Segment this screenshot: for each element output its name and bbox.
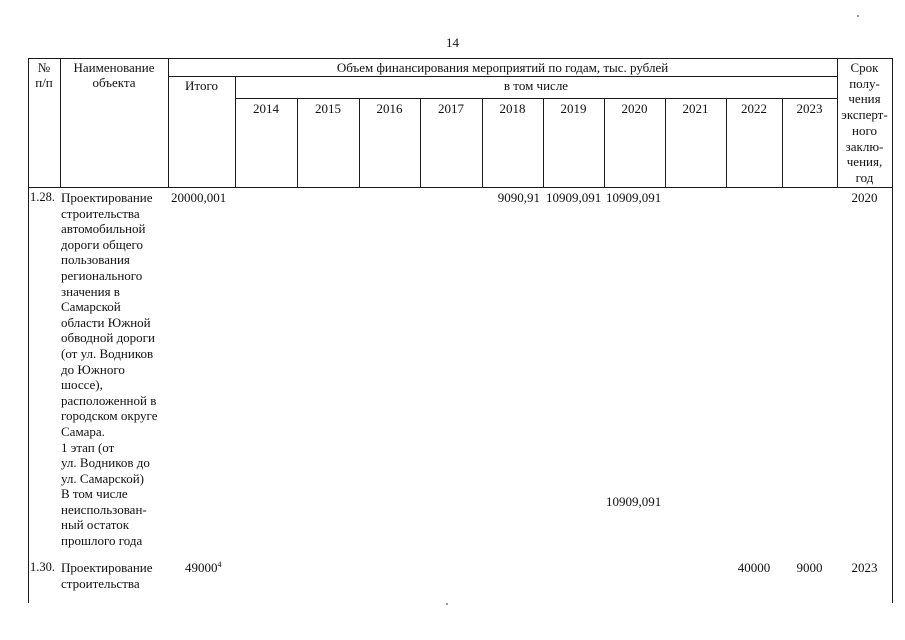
row-value-2023: 9000	[796, 560, 823, 575]
row-name-line: расположенной в	[61, 392, 157, 408]
row-name-line: шоссе),	[61, 377, 103, 393]
header-deadline-line: эксперт-	[841, 107, 888, 123]
header-num-line2: п/п	[35, 75, 53, 90]
row-num: 1.30.	[30, 560, 55, 574]
header-name-line1: Наименование	[73, 60, 155, 75]
scan-speck	[857, 15, 859, 17]
row-name-line: обводной дороги	[61, 330, 155, 346]
header-year-2017: 2017	[438, 101, 464, 116]
row-value-2020: 10909,091	[606, 190, 662, 205]
scan-speck	[446, 603, 448, 605]
row-name-line: Самарской	[61, 299, 121, 315]
row-name-line: строительства	[61, 205, 140, 221]
footnote-mark: 4	[217, 560, 222, 569]
row-name-line: области Южной	[61, 314, 151, 330]
row-name-line: (от ул. Водников	[61, 345, 154, 361]
header-funding: Объем финансирования мероприятий по годам, тыс. рублей	[336, 60, 669, 75]
row-name-line: строительства	[61, 575, 140, 591]
header-name-line2: объекта	[92, 75, 136, 90]
header-deadline-line: полу-	[849, 75, 880, 91]
row-name-line: Проектирование	[61, 560, 153, 575]
header-year-2023: 2023	[796, 101, 823, 116]
header-year-2019: 2019	[560, 101, 587, 116]
header-year-2018: 2018	[499, 101, 526, 116]
row-value-2022: 40000	[737, 560, 771, 575]
row-name-line: прошлого года	[61, 533, 143, 549]
row-name-line: ул. Самарской)	[61, 470, 144, 486]
header-year-2014: 2014	[253, 101, 279, 116]
row-name-line: Проектирование	[61, 190, 153, 205]
row-name-line: автомобильной	[61, 221, 146, 237]
header-deadline-line: заклю-	[845, 138, 884, 154]
row-name-line: пользования	[61, 252, 130, 268]
row-name	[61, 560, 168, 591]
row-value-2018: 9090,91	[497, 190, 540, 205]
row-name-line: ный остаток	[61, 517, 130, 533]
row-name-line: до Южного	[61, 361, 125, 377]
page-number: 14	[446, 35, 459, 50]
header-deadline	[837, 60, 892, 186]
row-name	[61, 190, 168, 549]
row-name-line: дороги общего	[61, 236, 144, 252]
header-deadline-line: чения	[848, 91, 881, 107]
row-total: 20000,001	[171, 190, 227, 205]
header-deadline-line: ного	[852, 122, 877, 138]
row-name-line: регионального	[61, 267, 143, 283]
header-total: Итого	[185, 78, 218, 93]
header-year-2016: 2016	[376, 101, 403, 116]
row-total	[185, 560, 222, 575]
header-incl: в том числе	[503, 78, 569, 93]
header-year-2022: 2022	[741, 101, 767, 116]
row-name-line: городском округе	[61, 408, 158, 424]
row-deadline: 2023	[851, 560, 878, 575]
row-name-line: неиспользован-	[61, 501, 147, 517]
row-deadline: 2020	[851, 190, 878, 205]
row-name-line: 1 этап (от	[61, 439, 115, 455]
row-unused-2020: 10909,091	[606, 494, 662, 509]
header-num-line1: №	[37, 60, 51, 75]
row-value-2019: 10909,091	[546, 190, 602, 205]
header-year-2020: 2020	[621, 101, 648, 116]
row-total-value: 49000	[185, 560, 218, 575]
row-name-line: значения в	[61, 283, 120, 299]
header-deadline-line: год	[855, 169, 874, 185]
header-deadline-line: чения,	[846, 154, 883, 170]
row-name-line: В том числе	[61, 486, 128, 502]
row-name-line: Самара.	[61, 423, 105, 439]
header-deadline-line: Срок	[850, 60, 879, 75]
row-name-line: ул. Водников до	[61, 455, 150, 471]
header-year-2015: 2015	[315, 101, 341, 116]
header-year-2021: 2021	[682, 101, 709, 116]
row-num: 1.28.	[30, 190, 55, 204]
